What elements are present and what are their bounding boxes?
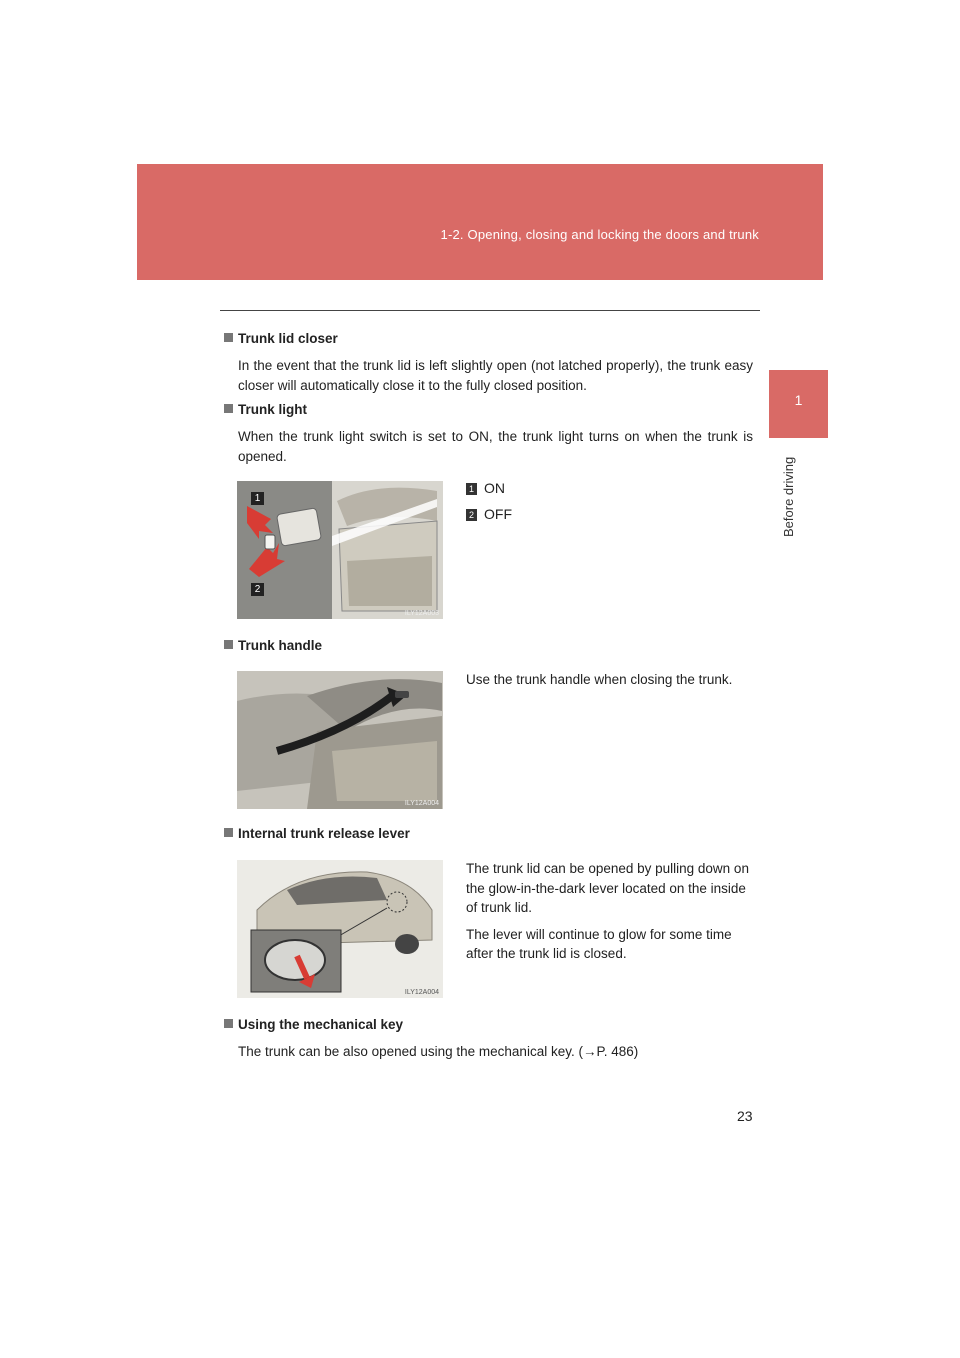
section-title-trunk-handle: Trunk handle	[224, 638, 322, 653]
illustration-id: ILY12A003	[404, 610, 439, 617]
legend-number-badge: 2	[466, 509, 477, 521]
square-bullet-icon	[224, 1019, 233, 1028]
trunk-handle-drawing	[237, 671, 443, 809]
release-lever-paragraph-2: The lever will continue to glow for some time after the trunk lid is closed.	[466, 926, 732, 961]
release-lever-illustration	[237, 860, 443, 998]
legend-number-badge: 1	[466, 483, 477, 495]
chapter-number: 1	[794, 392, 803, 408]
trunk-handle-illustration	[237, 671, 443, 809]
chapter-label-text: Before driving	[781, 456, 796, 537]
header-band	[137, 164, 823, 280]
trunk-lid-closer-text: In the event that the trunk lid is left slightly open (not latched properly), the trunk easy closer will automatically close it to the fully closed position.	[238, 358, 753, 393]
release-lever-drawing	[237, 860, 443, 998]
callout-1: 1	[251, 492, 264, 505]
trunk-handle-text	[466, 670, 753, 697]
section-title-trunk-lid-closer: Trunk lid closer	[224, 331, 338, 346]
section-title-trunk-light: Trunk light	[224, 402, 307, 417]
trunk-light-drawing	[237, 481, 443, 619]
page-number: 23	[737, 1108, 753, 1124]
mechanical-key-text: The trunk can be also opened using the mechanical key. (→P. 486)	[238, 1044, 639, 1059]
callout-2: 2	[251, 583, 264, 596]
section-title-mechanical-key: Using the mechanical key	[224, 1017, 403, 1032]
trunk-light-illustration	[237, 481, 443, 619]
square-bullet-icon	[224, 404, 233, 413]
release-lever-paragraph-1: The trunk lid can be opened by pulling down on the glow-in-the-dark lever located on the inside of trunk lid.	[466, 861, 749, 915]
section-title-internal-release: Internal trunk release lever	[224, 826, 410, 841]
square-bullet-icon	[224, 640, 233, 649]
square-bullet-icon	[224, 828, 233, 837]
chapter-tab	[769, 370, 828, 438]
illustration-id: ILY12A004	[404, 800, 439, 807]
chapter-side-label	[759, 445, 819, 545]
chapter-title: 1-2. Opening, closing and locking the doors and trunk	[440, 227, 759, 242]
illustration-id: ILY12A004	[404, 989, 439, 996]
square-bullet-icon	[224, 333, 233, 342]
release-lever-text	[466, 859, 753, 971]
trunk-light-text: When the trunk light switch is set to ON, the trunk light turns on when the trunk is opened.	[238, 429, 753, 464]
trunk-handle-paragraph: Use the trunk handle when closing the trunk.	[466, 672, 733, 687]
legend-item-off: 2 OFF	[466, 506, 512, 522]
top-rule	[220, 310, 760, 311]
legend-item-on: 1 ON	[466, 480, 505, 496]
